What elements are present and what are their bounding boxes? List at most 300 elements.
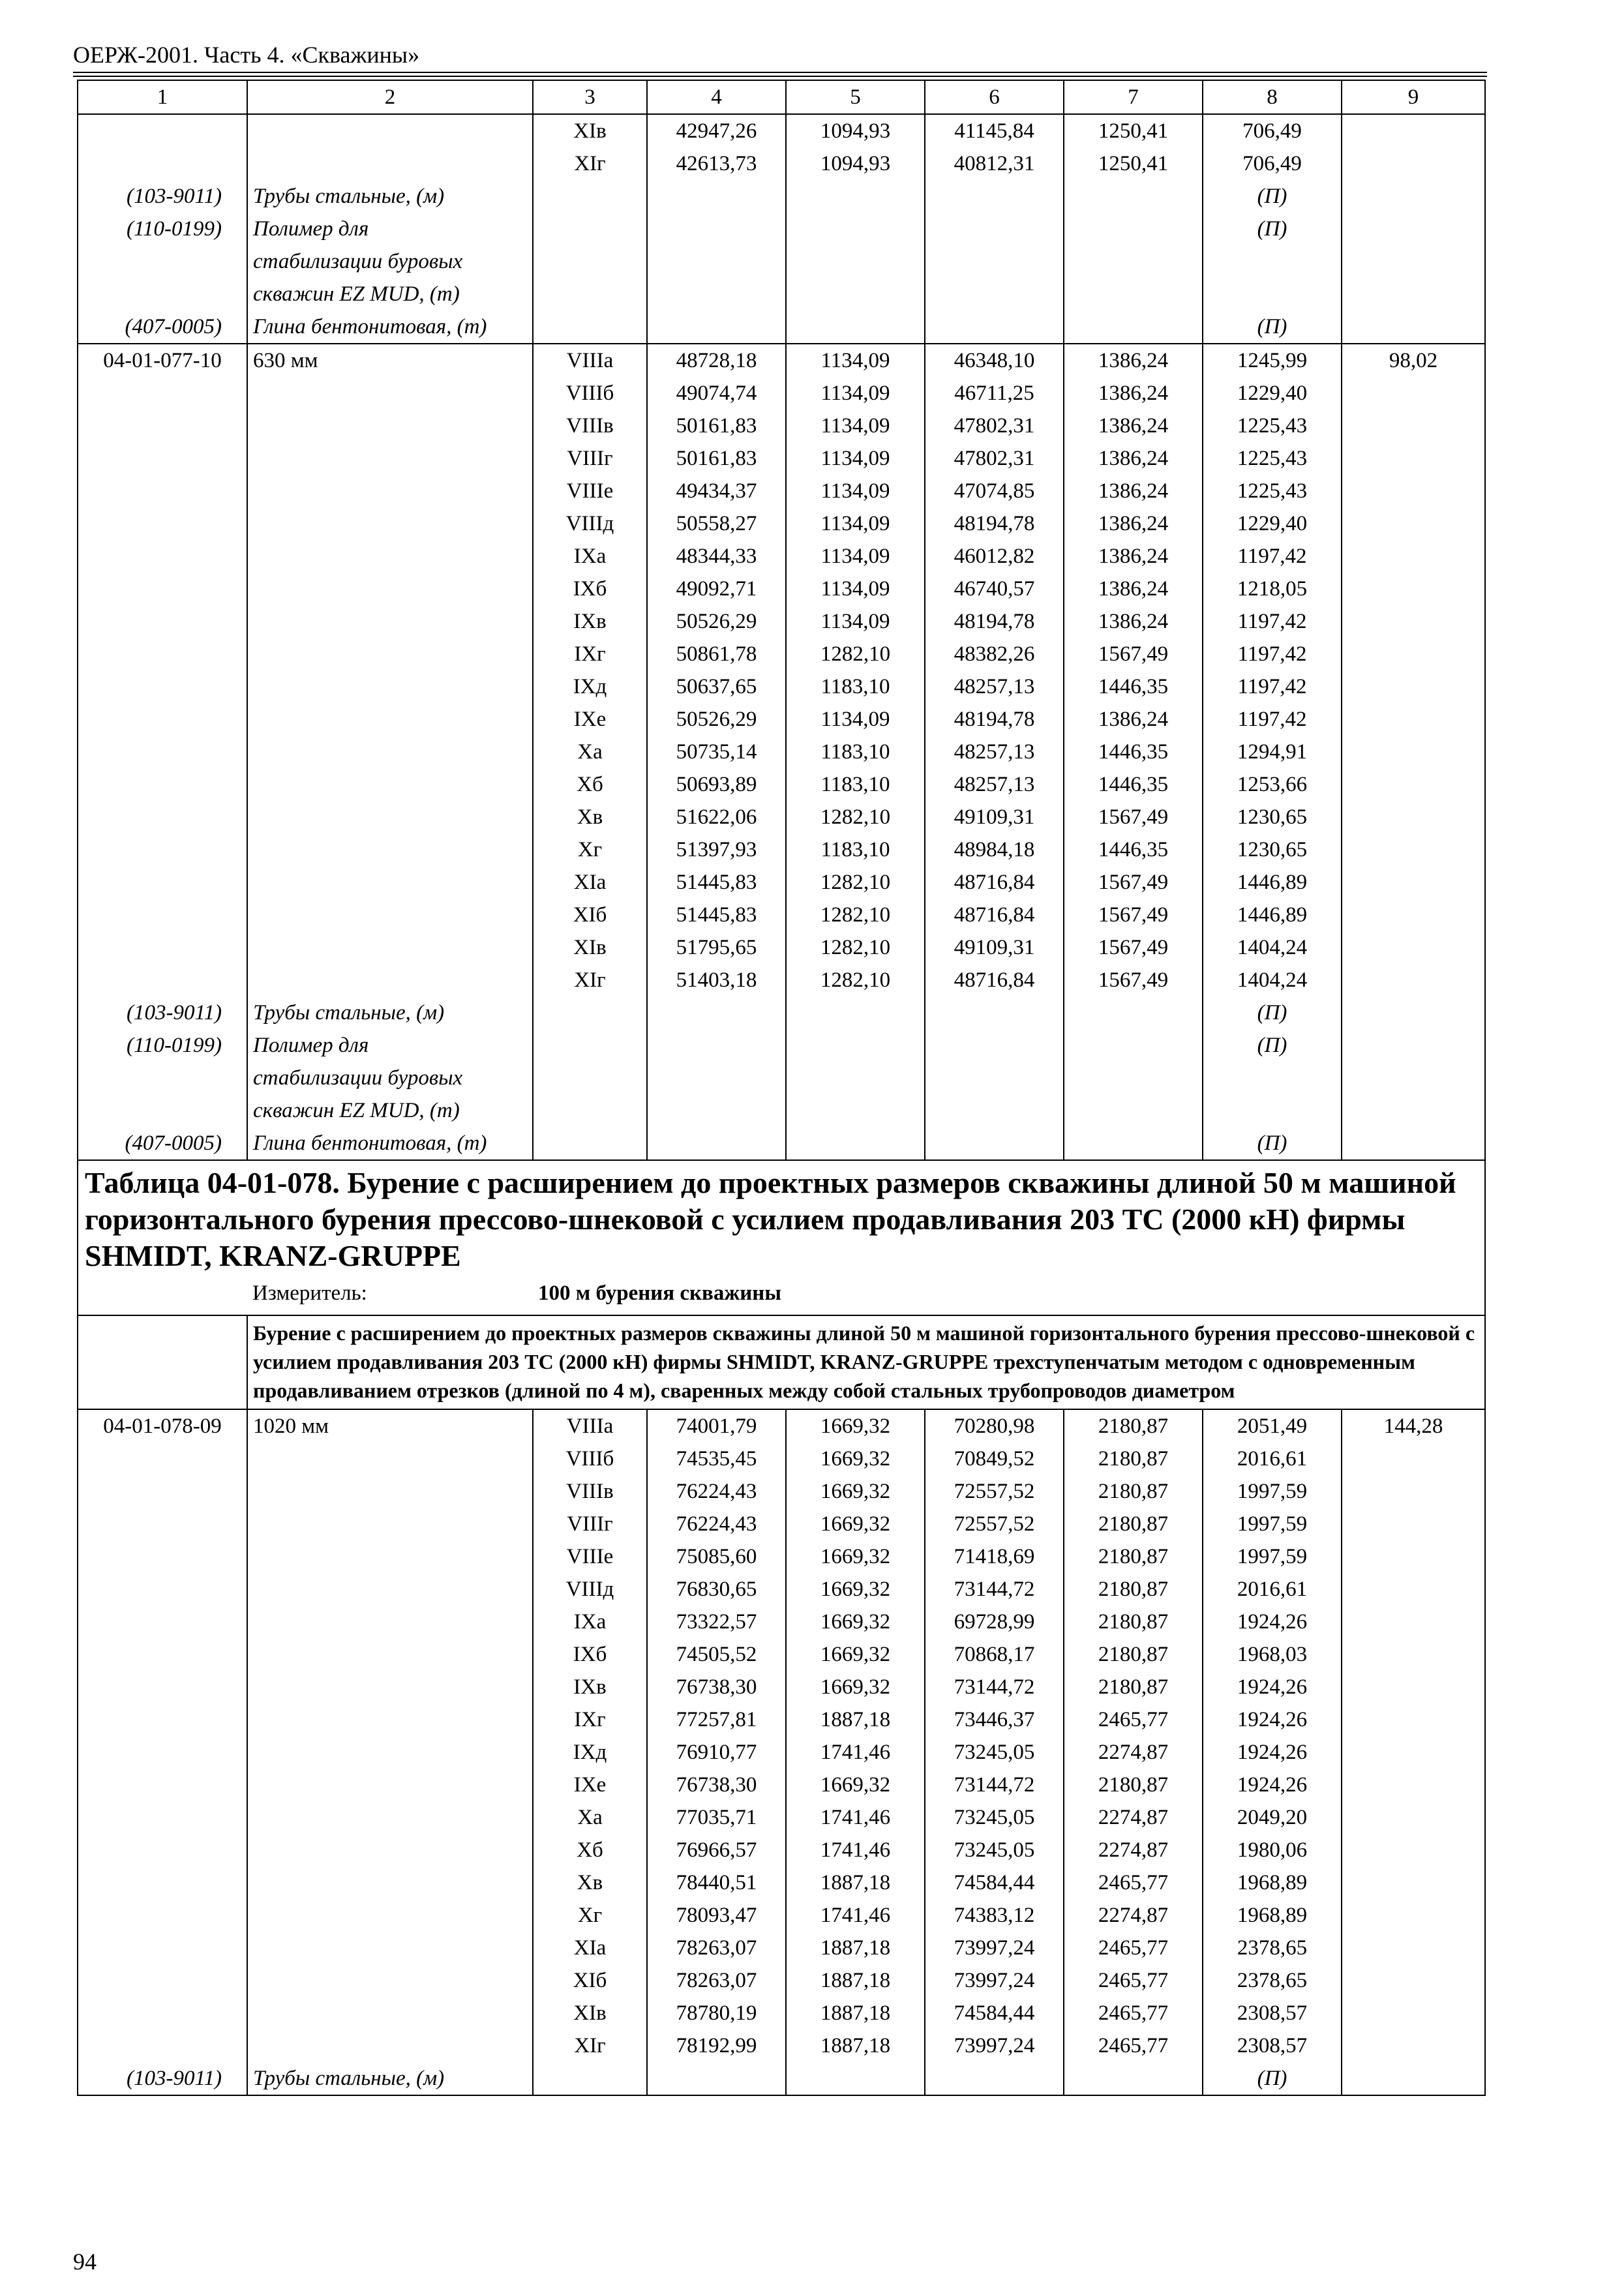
machinist-wages-cell: 2465,77 [1064, 1703, 1203, 1736]
empty-cell [647, 1127, 786, 1160]
empty-cell [786, 180, 925, 213]
empty-cell [647, 213, 786, 310]
machines-cell: 69728,99 [925, 1606, 1064, 1638]
resource-name: Трубы стальные, (м) [247, 996, 533, 1029]
wages-cell: 1134,09 [786, 410, 925, 442]
wages-cell: 1669,32 [786, 1508, 925, 1540]
empty-cell [78, 801, 247, 833]
resource-code: (407-0005) [78, 1127, 247, 1160]
resource-mark: (П) [1203, 996, 1342, 1029]
table-row [78, 2029, 1485, 2062]
empty-cell [1342, 1964, 1485, 1997]
empty-cell [247, 833, 533, 866]
empty-cell [78, 377, 247, 410]
empty-cell [78, 768, 247, 801]
table-row [78, 736, 1485, 768]
machines-cell: 46012,82 [925, 540, 1064, 573]
resource-code: (110-0199) [78, 213, 247, 310]
machinist-wages-cell: 1567,49 [1064, 801, 1203, 833]
total-cost-cell: 50861,78 [647, 638, 786, 670]
empty-cell [1342, 377, 1485, 410]
empty-cell [247, 1997, 533, 2029]
table-row [78, 475, 1485, 507]
page-number: 94 [73, 2249, 97, 2275]
machinist-wages-cell: 1386,24 [1064, 475, 1203, 507]
zone-cell: XIг [533, 147, 647, 180]
wages-cell: 1134,09 [786, 475, 925, 507]
column-number: 9 [1342, 80, 1485, 114]
machinist-wages-cell: 2180,87 [1064, 1638, 1203, 1671]
table-row [78, 1769, 1485, 1801]
machinist-wages-cell: 1386,24 [1064, 410, 1203, 442]
empty-cell [78, 1508, 247, 1540]
table-row [78, 768, 1485, 801]
zone-cell: VIIIд [533, 1573, 647, 1606]
empty-cell [647, 1029, 786, 1127]
empty-cell [78, 638, 247, 670]
wages-cell: 1669,32 [786, 1409, 925, 1443]
machinist-wages-cell: 2180,87 [1064, 1573, 1203, 1606]
resource-name: Полимер для стабилизации буровых скважин EZ MUD, (т) [247, 213, 533, 310]
table-row [78, 833, 1485, 866]
empty-cell [1342, 310, 1485, 344]
machinist-wages-cell: 2180,87 [1064, 1769, 1203, 1801]
zone-cell: VIIIе [533, 475, 647, 507]
zone-cell: IXд [533, 1736, 647, 1769]
total-cost-cell: 50693,89 [647, 768, 786, 801]
name-cell [247, 114, 533, 147]
empty-cell [247, 1475, 533, 1508]
empty-cell [78, 1315, 247, 1409]
machinist-wages-cell: 2180,87 [1064, 1606, 1203, 1638]
zone-cell: XIв [533, 114, 647, 147]
empty-cell [1064, 996, 1203, 1029]
total-cost-cell: 78263,07 [647, 1964, 786, 1997]
wages-cell: 1669,32 [786, 1573, 925, 1606]
running-header: ОЕРЖ-2001. Часть 4. «Скважины» [73, 42, 420, 68]
empty-cell [78, 670, 247, 703]
wages-cell: 1134,09 [786, 703, 925, 736]
measure-label: Измеритель: [252, 1281, 367, 1305]
empty-cell [247, 1508, 533, 1540]
resource-row [78, 1029, 1485, 1127]
table-row [78, 1964, 1485, 1997]
empty-cell [1342, 833, 1485, 866]
total-cost-cell: 76738,30 [647, 1769, 786, 1801]
machines-cell: 40812,31 [925, 147, 1064, 180]
zone-cell: Xг [533, 833, 647, 866]
machines-cell: 46348,10 [925, 344, 1064, 377]
empty-cell [247, 1801, 533, 1834]
empty-cell [533, 1127, 647, 1160]
empty-cell [786, 1029, 925, 1127]
machinist-wages-cell: 1446,35 [1064, 833, 1203, 866]
zone-cell: XIб [533, 899, 647, 931]
machinist-wages-cell: 2180,87 [1064, 1540, 1203, 1573]
labor-cell [1342, 147, 1485, 180]
zone-cell: IXе [533, 1769, 647, 1801]
materials-cell: 1997,59 [1203, 1475, 1342, 1508]
table-row [78, 1997, 1485, 2029]
materials-cell: 1924,26 [1203, 1703, 1342, 1736]
materials-cell: 1997,59 [1203, 1540, 1342, 1573]
empty-cell [647, 180, 786, 213]
empty-cell [1342, 703, 1485, 736]
machines-cell: 73997,24 [925, 2029, 1064, 2062]
empty-cell [247, 1736, 533, 1769]
empty-cell [533, 310, 647, 344]
total-cost-cell: 73322,57 [647, 1606, 786, 1638]
total-cost-cell: 78440,51 [647, 1866, 786, 1899]
empty-cell [647, 2062, 786, 2095]
materials-cell: 1924,26 [1203, 1769, 1342, 1801]
machines-cell: 73997,24 [925, 1964, 1064, 1997]
empty-cell [78, 573, 247, 605]
total-cost-cell: 51795,65 [647, 931, 786, 964]
empty-cell [247, 1866, 533, 1899]
empty-cell [247, 899, 533, 931]
zone-cell: Xб [533, 1834, 647, 1866]
table-row [78, 1801, 1485, 1834]
table-row [78, 670, 1485, 703]
machines-cell: 72557,52 [925, 1475, 1064, 1508]
machines-cell: 73997,24 [925, 1932, 1064, 1964]
empty-cell [1342, 996, 1485, 1029]
resource-row [78, 996, 1485, 1029]
empty-cell [1342, 1703, 1485, 1736]
empty-cell [247, 670, 533, 703]
machinist-wages-cell: 2180,87 [1064, 1409, 1203, 1443]
total-cost-cell: 49074,74 [647, 377, 786, 410]
measure-value: 100 м бурения скважины [533, 1277, 1485, 1315]
header-rule-bottom [73, 76, 1487, 77]
wages-cell: 1134,09 [786, 442, 925, 475]
machines-cell: 48716,84 [925, 964, 1064, 996]
column-numbers-row [78, 80, 1485, 114]
work-description: Бурение с расширением до проектных размеров скважины длиной 50 м машиной горизонтального бурения прессово-шнековой с усилием продавливания 203 ТС (2000 кН) фирмы SHMIDT, KRANZ-GRUPPE трехступенчатым методом с одновременным продавливанием отрезков (длиной по 4 м), сваренных между собой стальных трубопроводов диаметром [247, 1315, 1485, 1409]
empty-cell [1064, 2062, 1203, 2095]
materials-cell: 1229,40 [1203, 507, 1342, 540]
resource-row [78, 2062, 1485, 2095]
table-row [78, 899, 1485, 931]
price-table-document [77, 80, 1484, 2225]
table-row [78, 1834, 1485, 1866]
empty-cell [247, 801, 533, 833]
machines-cell: 73144,72 [925, 1769, 1064, 1801]
materials-cell: 1225,43 [1203, 475, 1342, 507]
materials-cell: 1968,89 [1203, 1899, 1342, 1932]
empty-cell [78, 703, 247, 736]
empty-cell [78, 1671, 247, 1703]
header-rule-top [73, 72, 1487, 73]
code-cell: 04-01-078-09 [78, 1409, 247, 1443]
wages-cell: 1134,09 [786, 540, 925, 573]
materials-cell: 1230,65 [1203, 833, 1342, 866]
total-cost-cell: 76224,43 [647, 1475, 786, 1508]
total-cost-cell: 51403,18 [647, 964, 786, 996]
total-cost-cell: 75085,60 [647, 1540, 786, 1573]
table-row [78, 605, 1485, 638]
table-title: Таблица 04-01-078. Бурение с расширением до проектных размеров скважины длиной 50 м машиной горизонтального бурения прессово-шнековой с усилием продавливания 203 ТС (2000 кН) фирмы SHMIDT, KRANZ-GRUPPE [78, 1160, 1485, 1277]
empty-cell [78, 833, 247, 866]
empty-cell [247, 475, 533, 507]
machines-cell: 48257,13 [925, 670, 1064, 703]
empty-cell [1342, 1801, 1485, 1834]
machines-cell: 70280,98 [925, 1409, 1064, 1443]
total-cost-cell: 50161,83 [647, 442, 786, 475]
table-row [78, 507, 1485, 540]
labor-cell: 144,28 [1342, 1409, 1485, 1443]
empty-cell [533, 213, 647, 310]
machinist-wages-cell: 2180,87 [1064, 1443, 1203, 1475]
resource-code: (103-9011) [78, 180, 247, 213]
wages-cell: 1134,09 [786, 344, 925, 377]
name-cell: 1020 мм [247, 1409, 533, 1443]
price-table [77, 80, 1486, 2096]
zone-cell: VIIIа [533, 344, 647, 377]
empty-cell [647, 996, 786, 1029]
wages-cell: 1183,10 [786, 670, 925, 703]
materials-cell: 2378,65 [1203, 1932, 1342, 1964]
table-row [78, 1671, 1485, 1703]
total-cost-cell: 42613,73 [647, 147, 786, 180]
table-row [78, 344, 1485, 377]
empty-cell [786, 213, 925, 310]
empty-cell [1064, 1029, 1203, 1127]
empty-cell [247, 1932, 533, 1964]
materials-cell: 1404,24 [1203, 964, 1342, 996]
materials-cell: 2308,57 [1203, 1997, 1342, 2029]
empty-cell [1342, 1573, 1485, 1606]
empty-cell [1342, 1866, 1485, 1899]
machines-cell: 74584,44 [925, 1866, 1064, 1899]
total-cost-cell: 76910,77 [647, 1736, 786, 1769]
zone-cell: VIIIг [533, 1508, 647, 1540]
zone-cell: VIIIг [533, 442, 647, 475]
machinist-wages-cell: 2274,87 [1064, 1899, 1203, 1932]
table-row [78, 540, 1485, 573]
zone-cell: Xв [533, 1866, 647, 1899]
machinist-wages-cell: 2465,77 [1064, 1866, 1203, 1899]
empty-cell [78, 1997, 247, 2029]
empty-cell [78, 1932, 247, 1964]
zone-cell: XIа [533, 866, 647, 899]
empty-cell [1342, 442, 1485, 475]
empty-cell [1342, 1671, 1485, 1703]
wages-cell: 1094,93 [786, 147, 925, 180]
wages-cell: 1887,18 [786, 1703, 925, 1736]
empty-cell [1064, 213, 1203, 310]
machinist-wages-cell: 1446,35 [1064, 670, 1203, 703]
empty-cell [533, 2062, 647, 2095]
resource-mark: (П) [1203, 180, 1342, 213]
machines-cell: 49109,31 [925, 931, 1064, 964]
empty-cell [925, 1127, 1064, 1160]
machines-cell: 49109,31 [925, 801, 1064, 833]
machinist-wages-cell: 1446,35 [1064, 736, 1203, 768]
resource-name: Глина бентонитовая, (т) [247, 310, 533, 344]
machinist-wages-cell: 1567,49 [1064, 638, 1203, 670]
machines-cell: 46711,25 [925, 377, 1064, 410]
empty-cell [247, 736, 533, 768]
name-cell: 630 мм [247, 344, 533, 377]
materials-cell: 1245,99 [1203, 344, 1342, 377]
materials-cell: 2378,65 [1203, 1964, 1342, 1997]
zone-cell: IXе [533, 703, 647, 736]
table-row [78, 1475, 1485, 1508]
total-cost-cell: 50637,65 [647, 670, 786, 703]
total-cost-cell: 51397,93 [647, 833, 786, 866]
empty-cell [247, 2029, 533, 2062]
wages-cell: 1887,18 [786, 2029, 925, 2062]
zone-cell: VIIIв [533, 1475, 647, 1508]
empty-cell [1342, 670, 1485, 703]
materials-cell: 1253,66 [1203, 768, 1342, 801]
empty-cell [533, 180, 647, 213]
empty-cell [78, 1769, 247, 1801]
materials-cell: 706,49 [1203, 147, 1342, 180]
wages-cell: 1183,10 [786, 768, 925, 801]
empty-cell [78, 1703, 247, 1736]
machinist-wages-cell: 1250,41 [1064, 114, 1203, 147]
materials-cell: 2051,49 [1203, 1409, 1342, 1443]
machinist-wages-cell: 2180,87 [1064, 1508, 1203, 1540]
empty-cell [1342, 1508, 1485, 1540]
empty-cell [247, 964, 533, 996]
empty-cell [1342, 2029, 1485, 2062]
wages-cell: 1741,46 [786, 1736, 925, 1769]
zone-cell: Xа [533, 736, 647, 768]
machinist-wages-cell: 1386,24 [1064, 344, 1203, 377]
wages-cell: 1282,10 [786, 899, 925, 931]
machinist-wages-cell: 2274,87 [1064, 1736, 1203, 1769]
empty-cell [247, 1606, 533, 1638]
zone-cell: VIIIб [533, 1443, 647, 1475]
empty-cell [78, 1540, 247, 1573]
materials-cell: 1225,43 [1203, 410, 1342, 442]
empty-cell [925, 213, 1064, 310]
empty-cell [247, 1964, 533, 1997]
empty-cell [786, 996, 925, 1029]
empty-cell [1342, 736, 1485, 768]
table-row [78, 1606, 1485, 1638]
total-cost-cell: 77035,71 [647, 1801, 786, 1834]
empty-cell [1342, 1834, 1485, 1866]
table-row [78, 1443, 1485, 1475]
table-row [78, 638, 1485, 670]
materials-cell: 1404,24 [1203, 931, 1342, 964]
wages-cell: 1669,32 [786, 1769, 925, 1801]
wages-cell: 1669,32 [786, 1540, 925, 1573]
empty-cell [78, 1899, 247, 1932]
empty-cell [247, 540, 533, 573]
wages-cell: 1669,32 [786, 1606, 925, 1638]
total-cost-cell: 77257,81 [647, 1703, 786, 1736]
empty-cell [533, 1029, 647, 1127]
resource-row [78, 310, 1485, 344]
empty-cell [247, 1573, 533, 1606]
empty-cell [1342, 899, 1485, 931]
empty-cell [1342, 2062, 1485, 2095]
table-row [78, 703, 1485, 736]
column-number: 4 [647, 80, 786, 114]
zone-cell: IXб [533, 573, 647, 605]
empty-cell [1342, 768, 1485, 801]
table-row [78, 1899, 1485, 1932]
table-row [78, 573, 1485, 605]
machines-cell: 48716,84 [925, 866, 1064, 899]
materials-cell: 1968,89 [1203, 1866, 1342, 1899]
machinist-wages-cell: 2465,77 [1064, 1964, 1203, 1997]
empty-cell [78, 475, 247, 507]
machines-cell: 47802,31 [925, 410, 1064, 442]
empty-cell [247, 1540, 533, 1573]
empty-cell [1342, 1606, 1485, 1638]
empty-cell [1342, 638, 1485, 670]
wages-cell: 1134,09 [786, 573, 925, 605]
empty-cell [247, 442, 533, 475]
code-cell [78, 147, 247, 180]
zone-cell: Xа [533, 1801, 647, 1834]
zone-cell: IXв [533, 1671, 647, 1703]
machines-cell: 72557,52 [925, 1508, 1064, 1540]
empty-cell [78, 1573, 247, 1606]
wages-cell: 1282,10 [786, 801, 925, 833]
zone-cell: IXг [533, 1703, 647, 1736]
wages-cell: 1183,10 [786, 833, 925, 866]
total-cost-cell: 74535,45 [647, 1443, 786, 1475]
wages-cell: 1134,09 [786, 377, 925, 410]
machines-cell: 46740,57 [925, 573, 1064, 605]
total-cost-cell: 51445,83 [647, 899, 786, 931]
empty-cell [247, 573, 533, 605]
empty-cell [78, 1866, 247, 1899]
total-cost-cell: 49434,37 [647, 475, 786, 507]
empty-cell [78, 1801, 247, 1834]
machines-cell: 48257,13 [925, 736, 1064, 768]
resource-code: (103-9011) [78, 2062, 247, 2095]
materials-cell: 1446,89 [1203, 899, 1342, 931]
total-cost-cell: 51445,83 [647, 866, 786, 899]
empty-cell [78, 1736, 247, 1769]
zone-cell: XIа [533, 1932, 647, 1964]
table-row [78, 442, 1485, 475]
table-row [78, 1508, 1485, 1540]
code-cell: 04-01-077-10 [78, 344, 247, 377]
empty-cell [1342, 931, 1485, 964]
materials-cell: 1230,65 [1203, 801, 1342, 833]
zone-cell: XIг [533, 2029, 647, 2062]
wages-cell: 1669,32 [786, 1475, 925, 1508]
machinist-wages-cell: 1567,49 [1064, 866, 1203, 899]
empty-cell [78, 736, 247, 768]
empty-cell [1342, 410, 1485, 442]
empty-cell [78, 1443, 247, 1475]
wages-cell: 1741,46 [786, 1834, 925, 1866]
zone-cell: VIIIа [533, 1409, 647, 1443]
zone-cell: VIIIб [533, 377, 647, 410]
zone-cell: XIб [533, 1964, 647, 1997]
empty-cell [1342, 1736, 1485, 1769]
empty-cell [247, 931, 533, 964]
resource-name: Трубы стальные, (м) [247, 180, 533, 213]
empty-cell [78, 1638, 247, 1671]
zone-cell: Xв [533, 801, 647, 833]
wages-cell: 1887,18 [786, 1866, 925, 1899]
zone-cell: VIIIд [533, 507, 647, 540]
wages-cell: 1741,46 [786, 1801, 925, 1834]
empty-cell [925, 996, 1064, 1029]
